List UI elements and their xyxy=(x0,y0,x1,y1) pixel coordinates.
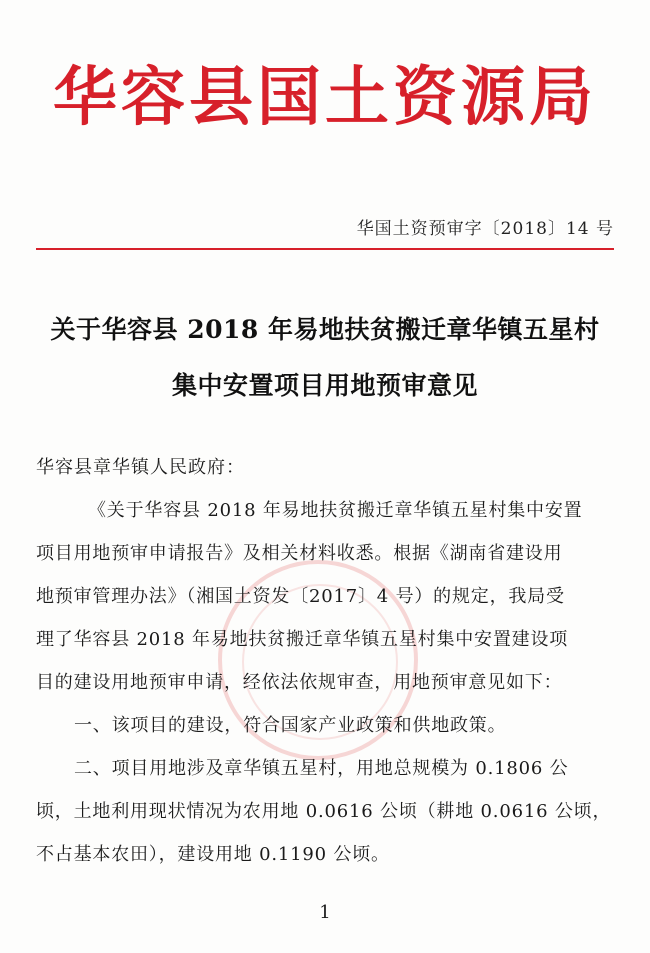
opinion-item-1: 一、该项目的建设，符合国家产业政策和供地政策。 xyxy=(74,715,507,736)
intro-paragraph-line: 地预审管理办法》（湘国土资发〔2017〕4 号）的规定，我局受 xyxy=(36,586,565,607)
opinion-item-2-line: 不占基本农田），建设用地 0.1190 公顷。 xyxy=(36,844,390,865)
intro-paragraph-line: 目的建设用地预审申请，经依法依规审查，用地预审意见如下： xyxy=(36,672,563,693)
salutation: 华容县章华镇人民政府： xyxy=(36,457,245,478)
document-number: 华国土资预审字〔2018〕14 号 xyxy=(356,219,614,239)
intro-paragraph-line: 理了华容县 2018 年易地扶贫搬迁章华镇五星村集中安置建设项 xyxy=(36,629,569,650)
intro-paragraph-line: 《关于华容县 2018 年易地扶贫搬迁章华镇五星村集中安置 xyxy=(88,500,583,521)
red-divider-line xyxy=(36,248,614,250)
opinion-item-2-line: 二、项目用地涉及章华镇五星村，用地总规模为 0.1806 公 xyxy=(74,758,569,779)
intro-paragraph-line: 项目用地预审申请报告》及相关材料收悉。根据《湖南省建设用 xyxy=(36,543,563,564)
document-title-line-2: 集中安置项目用地预审意见 xyxy=(171,371,478,400)
agency-header: 华容县国土资源局 xyxy=(53,61,597,135)
page-number: 1 xyxy=(319,902,331,923)
document-title-line-1: 关于华容县 2018 年易地扶贫搬迁章华镇五星村 xyxy=(50,315,600,344)
opinion-item-2-line: 顷，土地利用现状情况为农用地 0.0616 公顷（耕地 0.0616 公顷， xyxy=(36,801,612,822)
